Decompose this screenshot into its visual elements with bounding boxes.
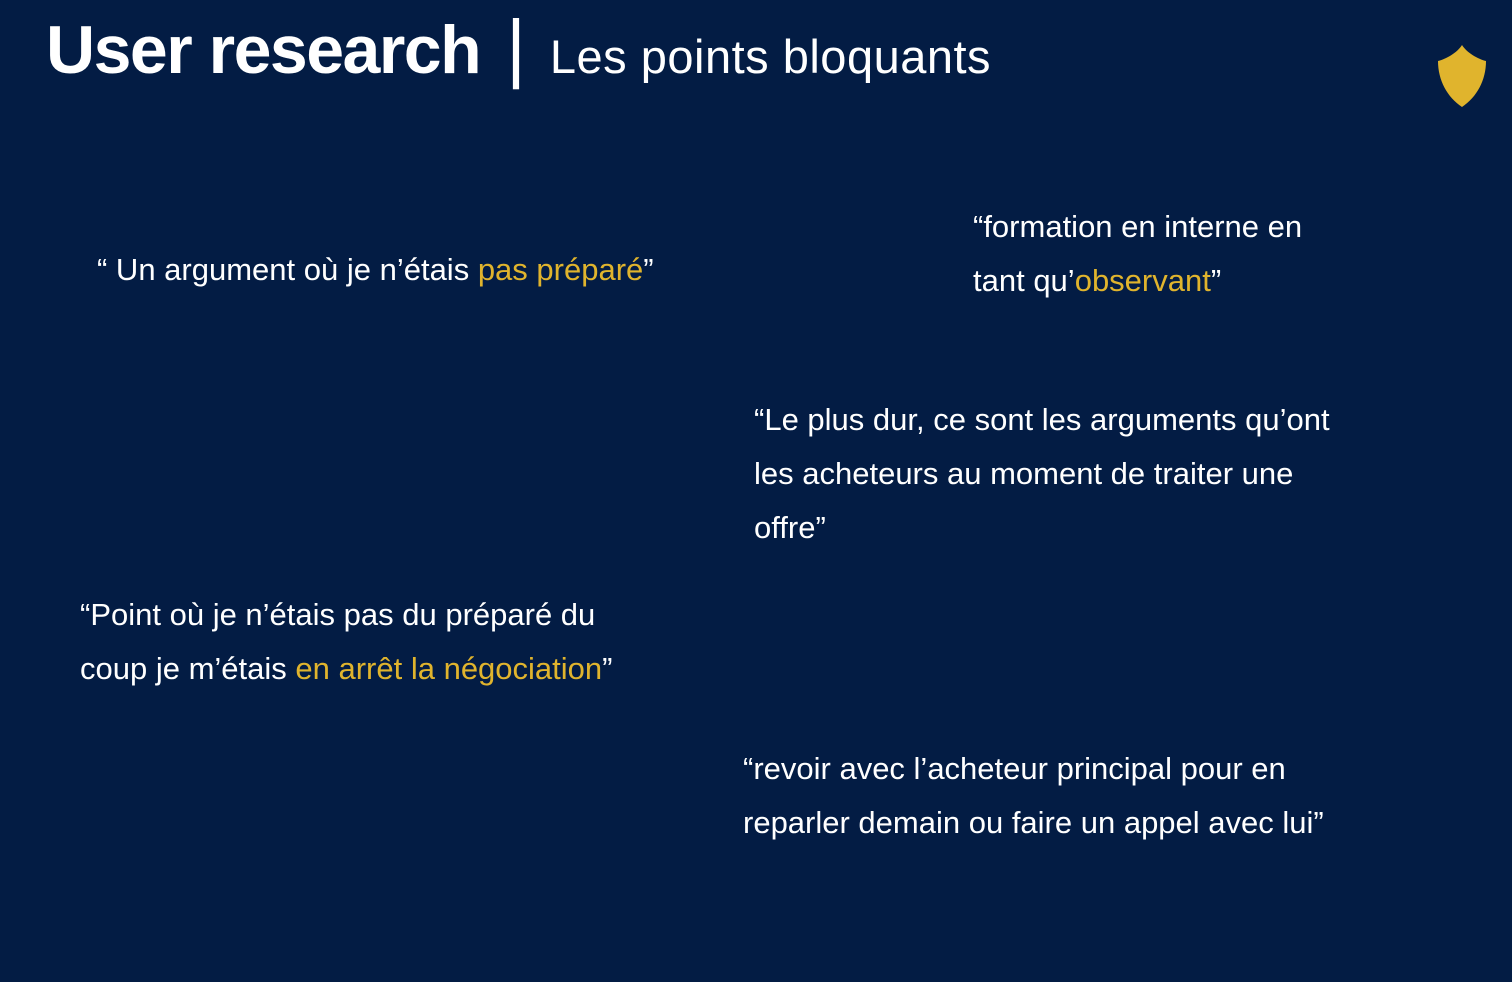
quote-text: “Le plus dur, ce sont les arguments qu’ont <box>754 402 1330 437</box>
quote-pas-prepare <box>97 243 654 297</box>
shield-icon <box>1436 44 1488 108</box>
quote-revoir-acheteur <box>743 742 1324 850</box>
quote-line <box>743 742 1324 796</box>
quote-point-arret-negociation <box>80 588 612 696</box>
quote-text: coup je m’étais <box>80 651 296 686</box>
quote-text: “Point où je n’étais pas du préparé du <box>80 597 596 632</box>
quote-text: reparler demain ou faire un appel avec lui” <box>743 805 1324 840</box>
quote-le-plus-dur <box>754 393 1330 555</box>
quote-text: ” <box>602 651 613 686</box>
quote-text: tant qu’ <box>973 263 1075 298</box>
quote-highlight: observant <box>1074 263 1211 298</box>
quote-line <box>754 393 1330 447</box>
quote-line <box>754 501 1330 555</box>
page-title: User research <box>46 12 481 88</box>
quote-line <box>754 447 1330 501</box>
quote-text: “revoir avec l’acheteur principal pour en <box>743 751 1286 786</box>
quote-formation-observant <box>973 200 1302 308</box>
slide-header <box>46 5 992 90</box>
title-separator: | <box>506 5 526 90</box>
quote-highlight: pas préparé <box>477 252 644 287</box>
quote-line <box>973 200 1302 254</box>
quote-line <box>743 796 1324 850</box>
quote-highlight: en arrêt la négociation <box>295 651 603 686</box>
quote-line <box>973 254 1302 308</box>
quote-line <box>97 243 654 297</box>
page-subtitle: Les points bloquants <box>549 30 992 83</box>
quote-text: ” <box>1210 263 1222 298</box>
quote-text: “ Un argument où je n’étais <box>97 252 478 287</box>
quote-line <box>80 642 612 696</box>
quote-line <box>80 588 612 642</box>
quote-text: ” <box>643 252 654 287</box>
quote-text: offre” <box>754 510 826 545</box>
quote-text: “formation en interne en <box>973 209 1303 244</box>
quote-text: les acheteurs au moment de traiter une <box>754 456 1294 491</box>
